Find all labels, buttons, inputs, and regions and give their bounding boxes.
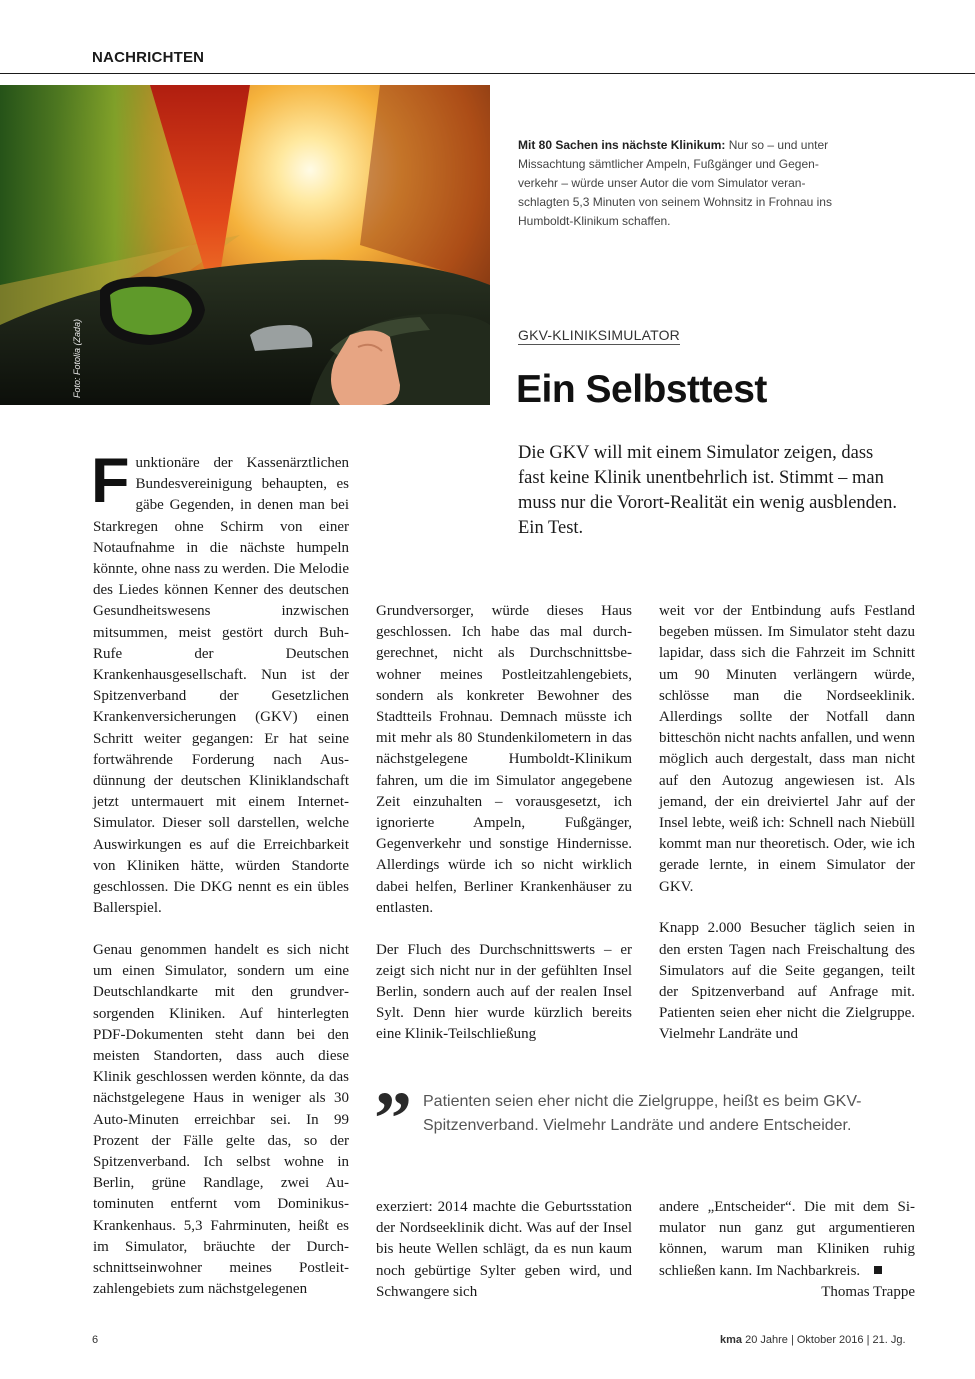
section-label: NACHRICHTEN bbox=[92, 49, 205, 66]
page-number: 6 bbox=[92, 1334, 99, 1346]
end-of-article-icon bbox=[874, 1266, 882, 1274]
article-column-3 bbox=[659, 601, 915, 1046]
caption-lead: Mit 80 Sachen ins nächste Klinikum: bbox=[518, 138, 726, 152]
pull-quote: Patienten seien eher nicht die Zielgruppe, heißt es beim GKV-Spitzenverband. Vielmehr Landräte und andere Entscheider. bbox=[423, 1093, 862, 1134]
article-author: Thomas Trappe bbox=[821, 1283, 915, 1300]
paragraph: weit vor der Entbindung aufs Festland begeben müssen. Im Simulator steht dazu lapidar, dass sich die Fahrzeit im Schnitt um 90 Minuten verlängern würde, schlösse man die Nordseeklinik. Allerdings sollte der Notfall dann bitteschön nicht nachts anfallen, und wenn möglich auch dergestalt, dass man nicht auf den Autozug angewiesen ist. Als jemand, der ein dreiviertel Jahr auf der Insel lebte, weiß ich: Schnell nach Niebüll kommt man nur theoretisch. Oder, wie ich gerade lernte, in einem Simulator der GKV. bbox=[659, 603, 915, 895]
paragraph: Genau genommen handelt es sich nicht um einen Simulator, sondern um eine Deutschlandkarte mit den grundversorgenden Kliniken. Auf hinterlegten PDF-Dokumenten steht dann bei den meisten Standorten, dass auch diese Klinik geschlossen werden könnte, da das nächstgelegene Haus in weniger als 30 Auto-Minuten erreichbar sei. In 99 Prozent der Fälle gelte das, so der Spitzenverband. Ich selbst wohne in Berlin, grüne Randlage, zwei Autominuten entfernt vom Dominikus-Krankenhaus. 5,3 Fahrminuten, heißt es im Simulator, bräuchte der Durchschnittseinwohner meines Postleitzahlengebiets zum nächstgelegenen bbox=[93, 941, 349, 1298]
paragraph: Der Fluch des Durchschnittswerts – er zeigt sich nicht nur in der gefühlten Insel Berlin, sondern auch auf der realen Insel Sylt. Denn hier wurde kürzlich bereits eine Klinik-Teilschließung bbox=[376, 941, 632, 1043]
article-column-2-continued bbox=[376, 1197, 632, 1303]
paragraph bbox=[659, 1197, 915, 1303]
paragraph: exerziert: 2014 machte die Geburtsstation der Nordseeklinik dicht. Was auf der Insel bis heute Wellen schlägt, da es nun kaum noch gebürtige Sylter geben wird, und Schwangere sich bbox=[376, 1199, 632, 1300]
header-divider bbox=[0, 73, 975, 74]
article-kicker: GKV-KLINIKSIMULATOR bbox=[518, 327, 680, 343]
footer-info bbox=[720, 1334, 906, 1346]
article-column-2 bbox=[376, 601, 632, 1046]
drop-cap: F bbox=[91, 446, 130, 516]
footer-brand: kma bbox=[720, 1334, 743, 1346]
photo-caption bbox=[518, 136, 848, 231]
paragraph bbox=[91, 446, 349, 919]
article-lead: Die GKV will mit einem Simulator zeigen, dass fast keine Klinik unentbehrlich ist. Stimmt – man muss nur die Vorort-Realität ein wenig ausblenden. Ein Test. bbox=[518, 443, 898, 538]
caption-text: Nur so – und unter Missachtung sämtlicher Ampeln, Fußgänger und Gegenverkehr – würde unser Autor die vom Simulator veranschlagten 5,3 Minuten von seinem Wohnsitz in Frohnau ins Humboldt-Klinikum schaffen. bbox=[518, 138, 832, 228]
article-headline: Ein Selbsttest bbox=[516, 368, 767, 411]
photo-credit: Foto: Fotolia (Zada) bbox=[72, 318, 82, 398]
paragraph-text: unktionäre der Kassenärztlichen Bundesvereinigung behaupten, es gäbe Gegenden, in denen man bei Starkregen ohne Schirm von einer Notaufnahme in die nächste humpeln könnte, ohne nass zu werden. Die Melodie des Liedes können Kenner des deutschen Gesundheitswesens inzwischen mitsummen, meist gestört durch Buh-Rufe der Deutschen Krankenhausgesellschaft. Nun ist der Spitzenverband der Gesetzlichen Krankenversicherungen (GKV) einen Schritt weiter gegangen: Er hat seine fortwährende Forderung nach Ausdünnung der deutschen Kliniklandschaft jetzt untermauert mit einem Internet-Simulator. Dieser soll darstellen, welche Auswirkungen es auf die Erreichbarkeit von Kliniken hätte, würden Standorte geschlossen. Die DKG nennt es ein übles Ballerspiel. bbox=[93, 455, 349, 917]
article-column-1 bbox=[91, 446, 349, 1300]
paragraph: Knapp 2.000 Besucher täglich seien in den ersten Tagen nach Freischaltung des Simulators auf die Seite gegangen, teilt der Spitzenverband auf Anfrage mit. Patienten seien eher nicht die Zielgruppe. Vielmehr Landräte und bbox=[659, 920, 915, 1043]
paragraph-text: andere „Entscheider“. Die mit dem Simulator nun ganz gut argumentieren können, warum man Kliniken ruhig schließen kann. Im Nachbarkreis. bbox=[659, 1199, 915, 1279]
quote-mark-icon: ” bbox=[374, 1077, 406, 1161]
paragraph: Grundversorger, würde dieses Haus geschlossen. Ich habe das mal durchgerechnet, nicht als Durchschnittsbewohner meines Postleitzahlengebiets, sondern als konkreter Bewohner des Stadtteils Frohnau. Demnach müsste ich mit mehr als 80 Stundenkilometern in das nächstgelegene Humboldt-Klinikum fahren, um die im Simulator angegebene Zeit einzuhalten – vorausgesetzt, ich ignorierte Ampeln, Fußgänger, Gegenverkehr und sonstige Hindernisse. Allerdings würde ich so nicht wirklich dabei helfen, Berliner Krankenhäuser zu entlasten. bbox=[376, 603, 632, 916]
footer-issue: 20 Jahre | Oktober 2016 | 21. Jg. bbox=[742, 1334, 906, 1346]
article-column-3-continued bbox=[659, 1197, 915, 1303]
